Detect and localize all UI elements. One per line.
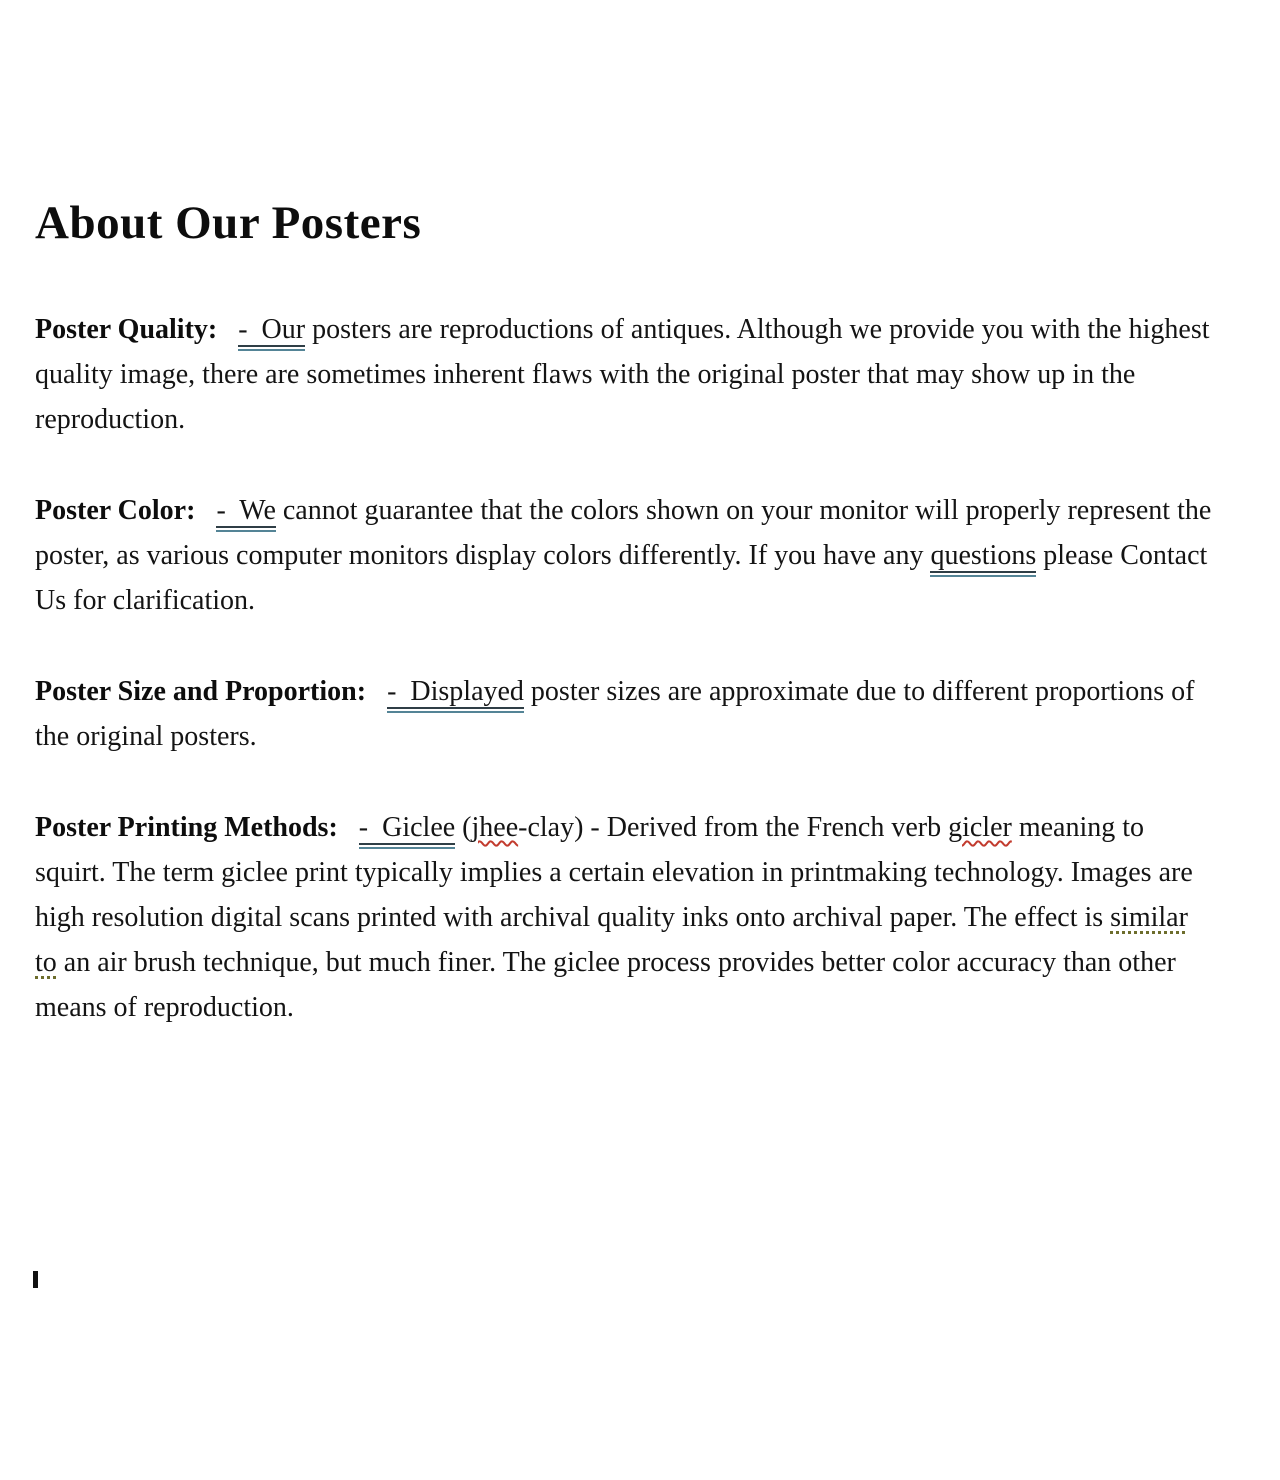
section-poster-quality	[35, 307, 1212, 442]
body-text: -clay) - Derived from the French verb	[518, 812, 949, 843]
double-underlined-text: - We	[216, 495, 275, 532]
body-text	[195, 495, 216, 526]
body-text	[366, 676, 387, 707]
body-text: meaning to squirt. The term giclee print typically implies a certain elevation in printmaking technology. Images are high resolution digital scans printed with archival quality inks onto archival paper. The effect is	[35, 812, 1193, 933]
grammar-flagged-phrase: similar to	[35, 902, 1188, 978]
section-label: Poster Printing Methods:	[35, 812, 338, 843]
double-underlined-text: - Giclee	[359, 812, 455, 849]
body-text: (	[455, 812, 472, 843]
body-text: cannot guarantee that the colors shown on your monitor will properly represent the poster, as various computer monitors display colors differently. If you have any	[35, 495, 1212, 571]
section-poster-printing-methods	[35, 805, 1212, 1030]
spellcheck-flagged-word: gicler	[948, 812, 1012, 843]
section-label: Poster Size and Proportion:	[35, 676, 367, 707]
body-text	[217, 314, 238, 345]
body-text: posters are reproductions of antiques. Although we provide you with the highest quality image, there are sometimes inherent flaws with the original poster that may show up in the reproduction.	[35, 314, 1210, 435]
section-label: Poster Quality:	[35, 314, 218, 345]
body-text	[338, 812, 359, 843]
double-underlined-text: questions	[930, 540, 1036, 577]
about-posters-document	[0, 197, 1280, 1030]
body-text: an air brush technique, but much finer. The giclee process provides better color accuracy than other means of reproduction.	[35, 947, 1176, 1023]
section-poster-color	[35, 488, 1212, 623]
spellcheck-flagged-word: jhee	[471, 812, 519, 843]
body-text: please Contact Us for clarification.	[35, 540, 1208, 616]
section-label: Poster Color:	[35, 495, 196, 526]
body-text: poster sizes are approximate due to different proportions of the original posters.	[35, 676, 1195, 752]
double-underlined-text: - Our	[238, 314, 305, 351]
double-underlined-text: - Displayed	[387, 676, 524, 713]
section-poster-size-and-proportion	[35, 669, 1212, 759]
page-title: About Our Posters	[35, 197, 422, 249]
